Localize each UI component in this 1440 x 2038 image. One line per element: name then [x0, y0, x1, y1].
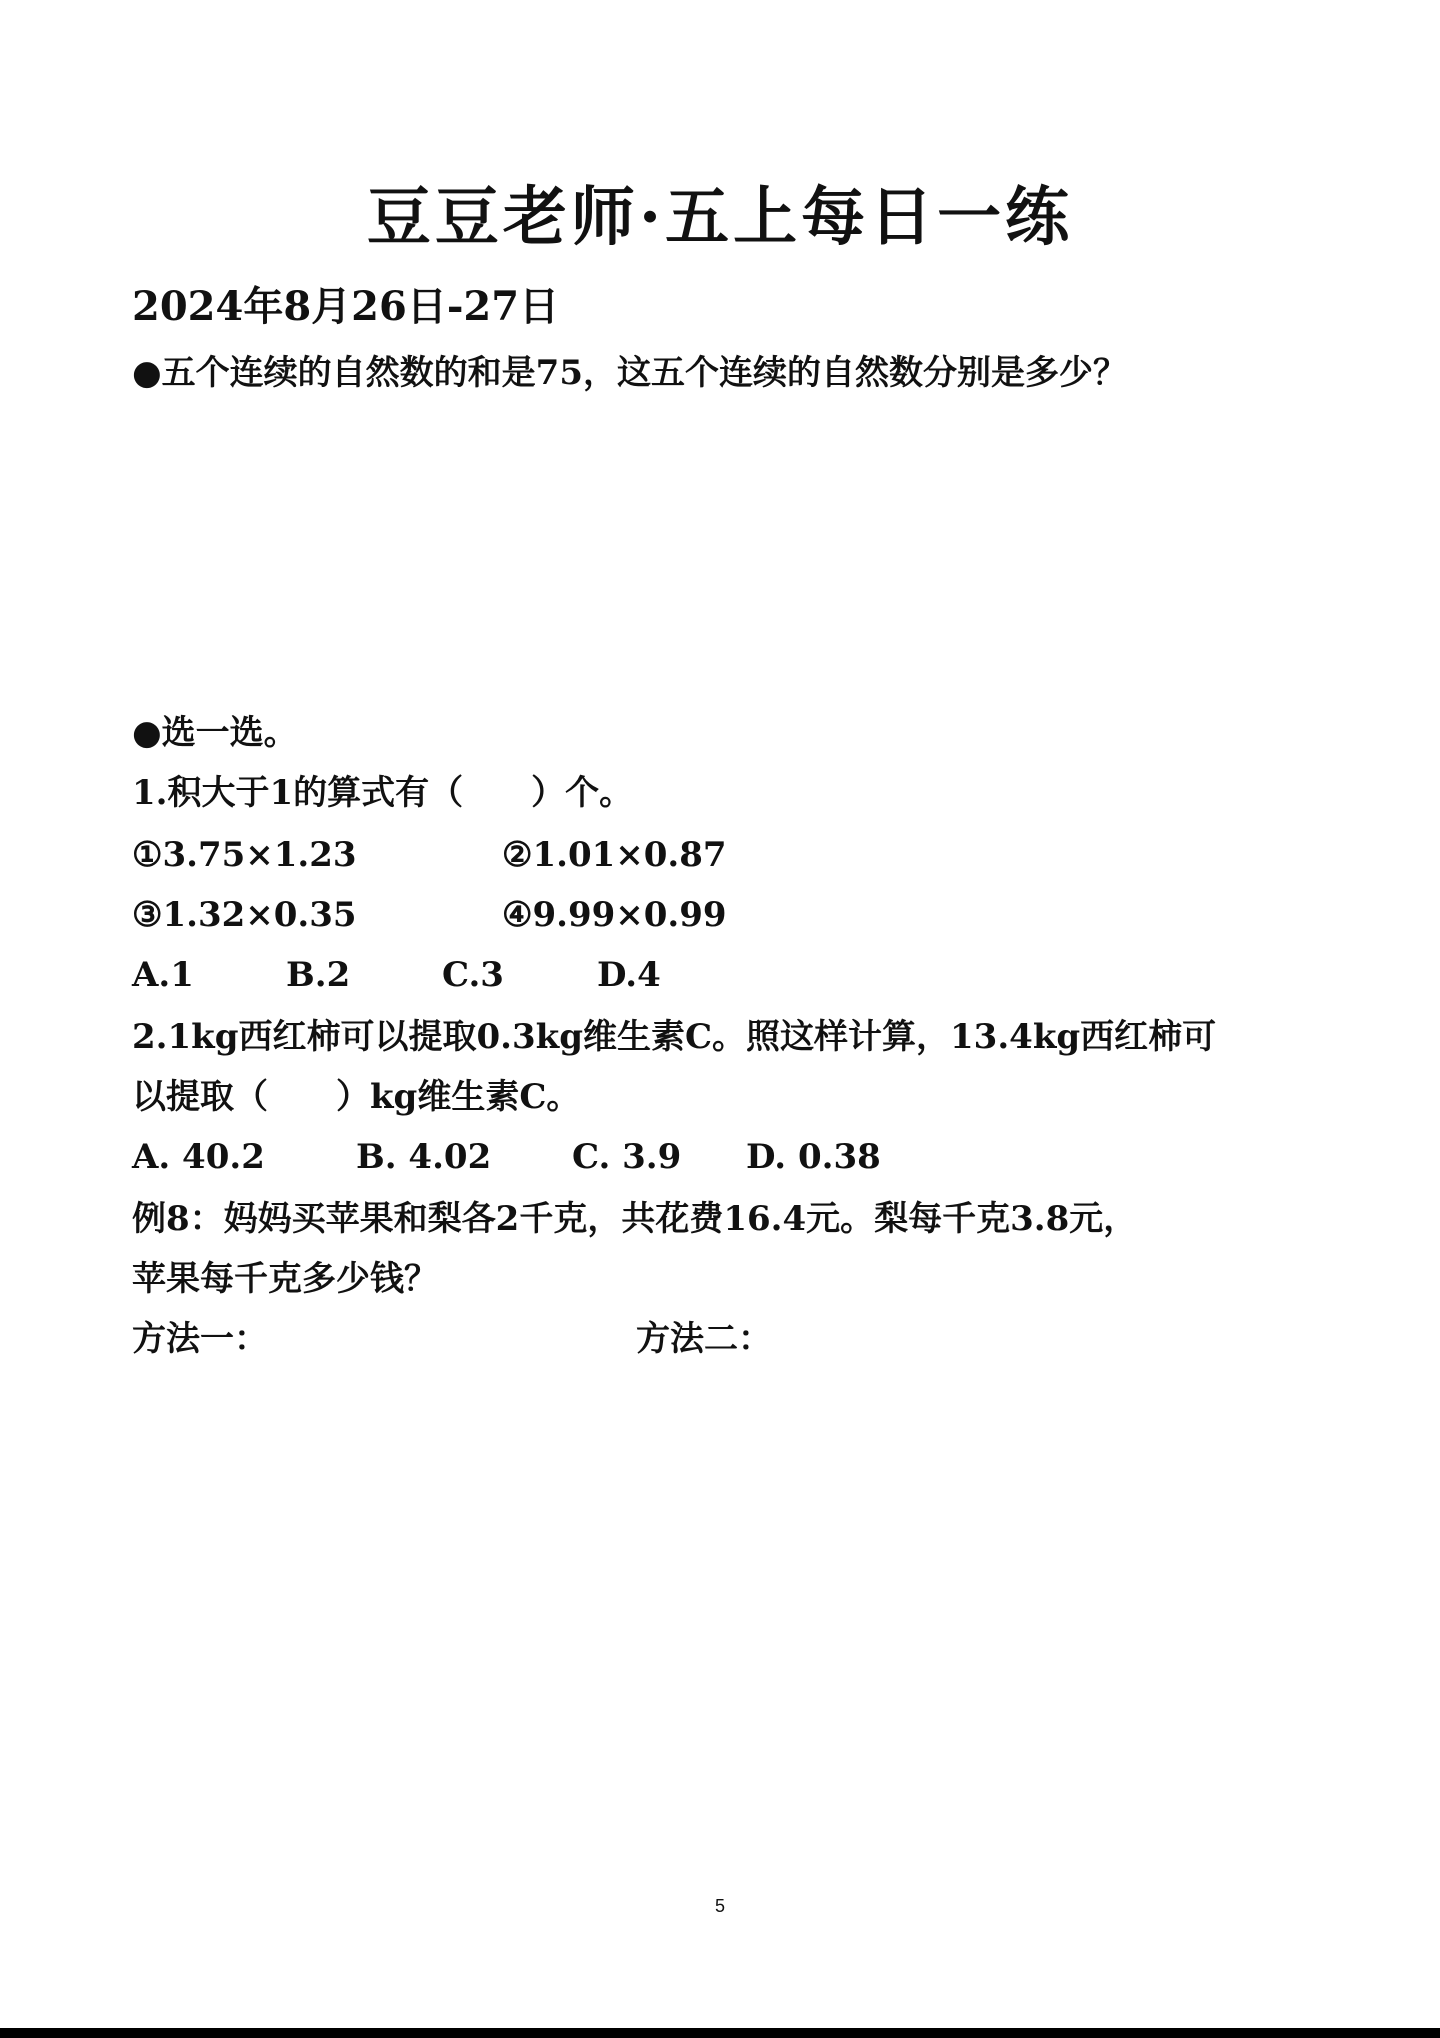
q2-stem-line-2: 以提取（ ）kg维生素C。: [132, 1077, 581, 1117]
method-one-label: 方法一：: [132, 1319, 268, 1359]
page-number: 5: [714, 1896, 725, 1916]
example8-line-2: 苹果每千克多少钱？: [132, 1259, 438, 1299]
q2-stem-line-1: 2.1kg西红柿可以提取0.3kg维生素C。照这样计算，13.4kg西红柿可: [132, 1017, 1217, 1057]
q2-choice-b: B. 4.02: [356, 1137, 492, 1177]
q1-choice-d: D.4: [597, 955, 661, 995]
q1-choice-c: C.3: [442, 955, 504, 995]
method-two-label: 方法二：: [636, 1319, 772, 1359]
date-line: 2024年8月26日-27日: [132, 283, 560, 330]
q1-stem: 1.积大于1的算式有（ ）个。: [132, 773, 634, 813]
q2-choice-d: D. 0.38: [746, 1137, 881, 1177]
q1-choice-a: A.1: [132, 955, 194, 995]
q2-choice-a: A. 40.2: [132, 1137, 265, 1177]
q1-expression-2: ②1.01×0.87: [502, 835, 727, 875]
q2-choice-c: C. 3.9: [572, 1137, 682, 1177]
example8-line-1: 例8：妈妈买苹果和梨各2千克，共花费16.4元。梨每千克3.8元，: [132, 1199, 1138, 1239]
q1-expression-3: ③1.32×0.35: [132, 895, 357, 935]
q1-expression-1: ①3.75×1.23: [132, 835, 357, 875]
section-heading-choose: ●选一选。: [132, 713, 298, 753]
q1-expression-4: ④9.99×0.99: [502, 895, 727, 935]
question-consecutive-numbers: ●五个连续的自然数的和是75，这五个连续的自然数分别是多少？: [132, 353, 1127, 393]
page-title: 豆豆老师·五上每日一练: [366, 180, 1074, 255]
bottom-edge-bar: [0, 2028, 1440, 2038]
q1-choice-b: B.2: [286, 955, 351, 995]
